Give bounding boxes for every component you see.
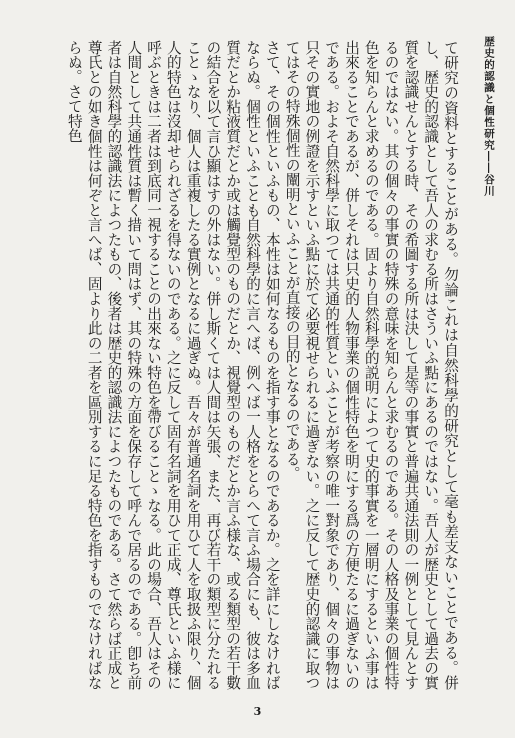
paragraph: さて、その個性といふもの、本性は如何なるものを指す事となるのであるか。之を詳にしなければならぬ。個性といふことも自然科學的に言へば、例へば一人格をとらへて言ふ場合にも、彼は多血質だとか粘液質だとか或は觸覺型のものだとか、視覺型のものだとか言ふ様な、或る類型の若干數の結合を以て言ひ顯はすの外はない。併し斯くては人間は矢張、また、再び若干の類型に分たれることゝなり、個人は重複したる實例となるに過ぎぬ。吾々が普通名詞を用ひて人を取扱ふ限り、個人的特色は沒却せられざるを得ないのである。之に反して固有名詞を用ひて正成、尊氏といふ様に呼ぶときは二者は到底同一視することの出來ない特色を帶びることゝなる。此の場合、吾人はその人間として共通性質は暫く措いて問はず、其の特殊の方面を保存して呼んで居るのである。卽ち前者は自然科學的認識法によつたもの、後者は歴史的認識法によつたものである。さて然らば正成と尊氏との如き個性は何ぞと言へば、固より此の二者を區別するに足る特色を指すものでなければならぬ。さて特色 xyxy=(65,40,281,690)
paragraph: て研究の資料とすることがある。勿論これは自然科學的研究として毫も差支ないことである。併し、歴史的認識として吾人の求むる所はさういふ點にあるのではない。吾人が歴史として過去の實質を認識せんとする時、その希圖する所は決して是等の事實と普遍共通法則の一例として見んとするのではない。其の個々の事實の特殊の意味を知らんと求むるのである。その人格及事業の個性特色を知らんと求めるのである。固より自然科學的説明によつて史的事實を一層明にするといふ事は出來ることであるが、併しそれは只史的人物事業の個性特色を明にする爲の方便たるに過ぎないのである。およそ自然科學に取つては共通的性質といふことが考察の唯一對象であり、個々の事物は只その實地の例證を示すといふ點に於て必要視せられるに過ぎない。之に反して歴史的認識に取つてはその特殊個性の闡明といふことが直接の目的となるのである。 xyxy=(283,40,459,690)
page-number: 3 xyxy=(253,705,262,718)
body-text xyxy=(20,40,460,690)
running-header: 歴史的認識と個性研究――谷川 xyxy=(483,36,495,197)
